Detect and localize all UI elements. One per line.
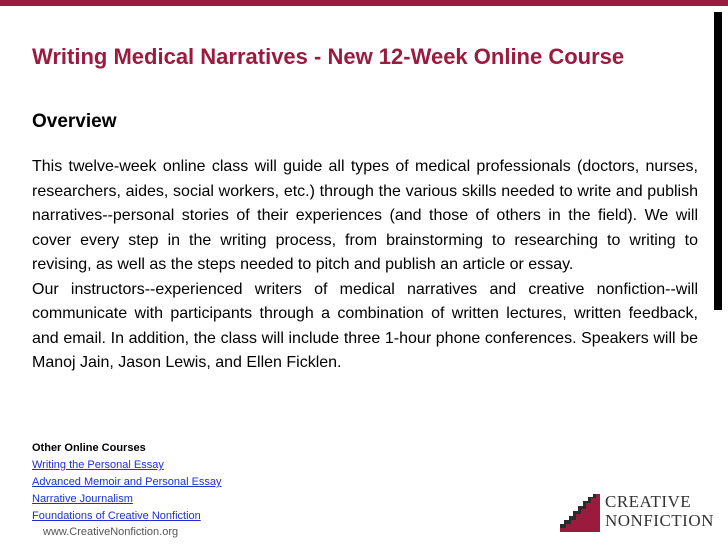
top-accent-bar <box>0 0 728 6</box>
overview-heading: Overview <box>32 111 117 132</box>
course-link-advanced-memoir[interactable]: Advanced Memoir and Personal Essay <box>32 476 222 488</box>
ascending-steps-logo-icon <box>560 494 600 532</box>
right-edge-bar <box>714 12 722 310</box>
logo-wordmark <box>605 492 714 530</box>
footer-url: www.CreativeNonfiction.org <box>43 526 179 538</box>
logo-line-nonfiction: NONFICTION <box>605 511 714 530</box>
course-link-narrative-journalism[interactable]: Narrative Journalism <box>32 493 133 505</box>
course-link-foundations[interactable]: Foundations of Creative Nonfiction <box>32 510 201 522</box>
other-courses-list <box>32 440 332 525</box>
creative-nonfiction-logo <box>560 492 720 536</box>
overview-paragraph-1: This twelve-week online class will guide all types of medical professionals (doctors, nurses, researchers, aides, social workers, etc.) through the various skills needed to write and publish narratives--personal stories of their experiences (and those of others in the field). We will cover every step in the writing process, from brainstorming to researching to writing to revising, as well as the steps needed to pitch and publish an article or essay. <box>32 158 698 273</box>
other-courses-heading: Other Online Courses <box>32 442 146 454</box>
logo-line-creative: CREATIVE <box>605 492 692 511</box>
slide-title: Writing Medical Narratives - New 12-Week Online Course <box>32 44 625 69</box>
course-link-personal-essay[interactable]: Writing the Personal Essay <box>32 459 164 471</box>
overview-paragraph-2: Our instructors--experienced writers of medical narratives and creative nonfiction--will communicate with participants through a combination of written lectures, written feedback, and email. In addition, the class will include three 1-hour phone conferences. Speakers will be Manoj Jain, Jason Lewis, and Ellen Ficklen. <box>32 280 698 371</box>
overview-body <box>32 155 698 376</box>
